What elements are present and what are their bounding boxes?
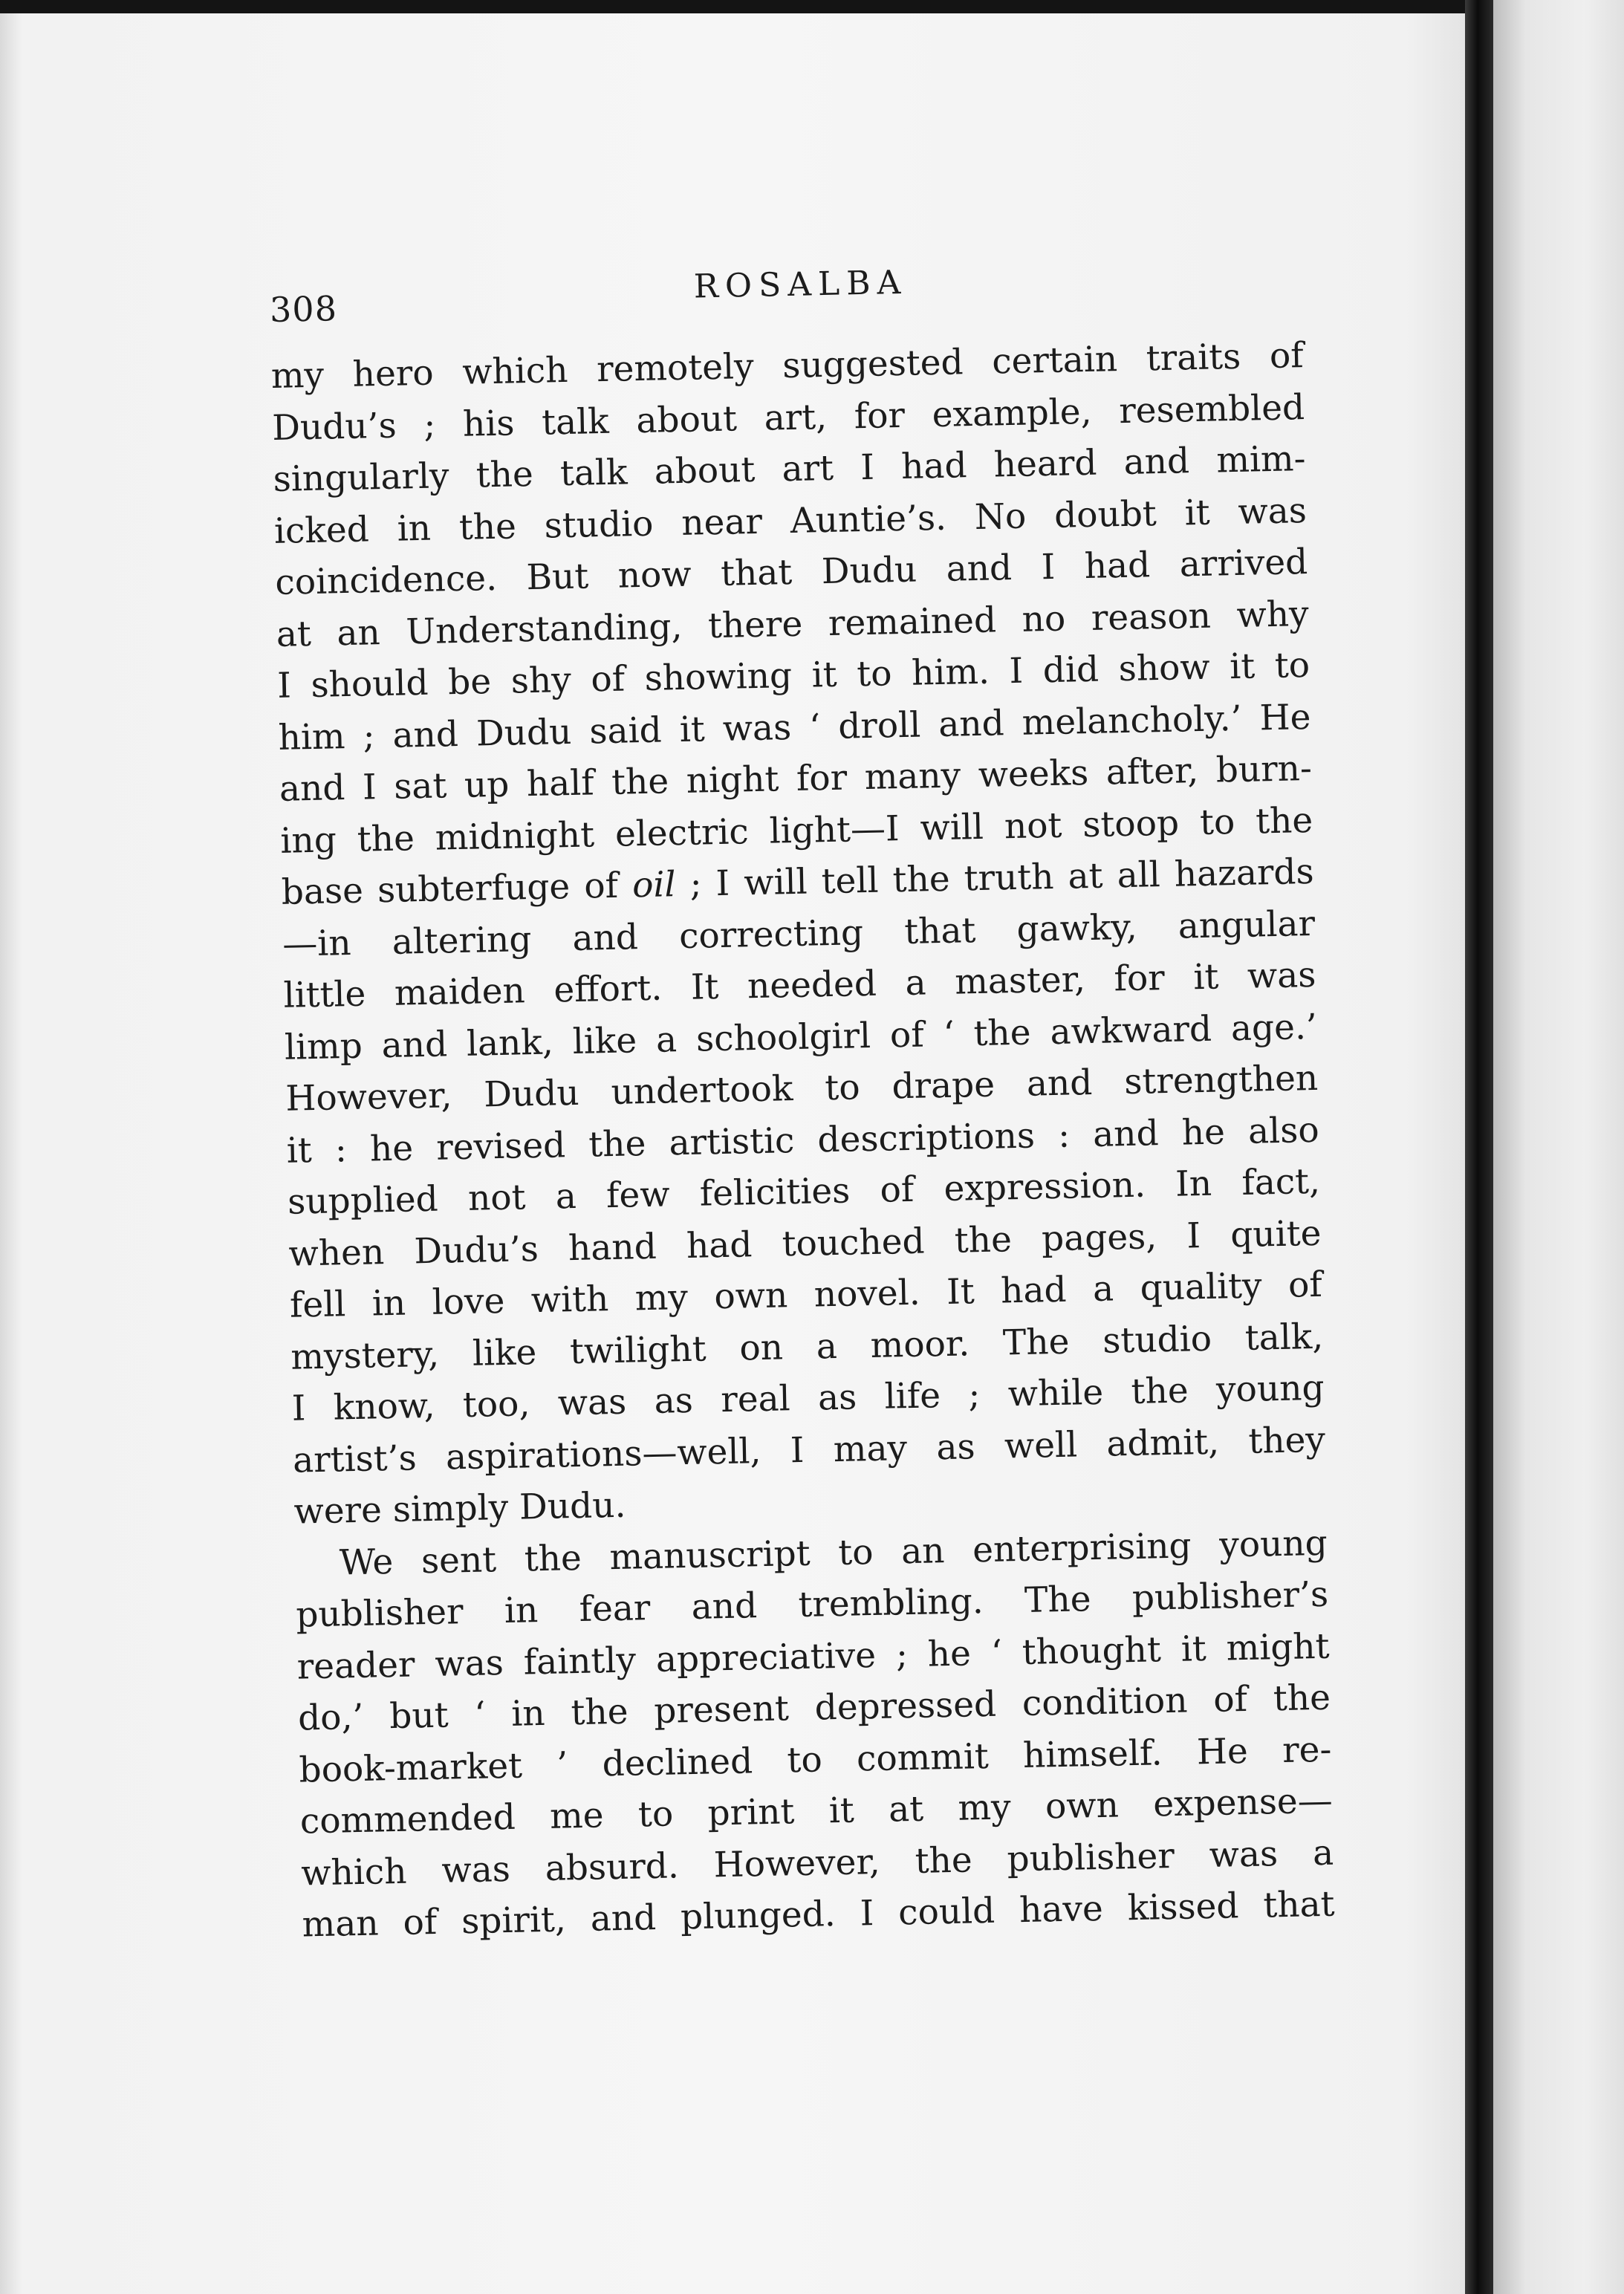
page-number: 308 <box>269 288 338 330</box>
text-line-end: ; I will tell the truth at all hazards <box>675 851 1315 906</box>
page-text-block <box>269 248 1335 1951</box>
text-line: icked in the studio near Auntie’s. No doubt it was <box>273 490 1308 552</box>
text-line: supplied not a few felicities of expression. In fact, <box>287 1160 1321 1223</box>
text-line: I should be shy of showing it to him. I did show it to <box>276 644 1310 706</box>
text-line: I know, too, was as real as life ; while the young <box>291 1367 1325 1429</box>
text-line: book-market ’ declined to commit himself. He re- <box>299 1729 1332 1791</box>
text-line: when Dudu’s hand had touched the pages, I quite <box>288 1212 1322 1275</box>
text-line: ing the midnight electric light—I will not stoop to the <box>279 799 1313 862</box>
text-line: However, Dudu undertook to drape and strengthen <box>285 1057 1319 1120</box>
text-line: which was absurd. However, the publisher was a <box>300 1832 1334 1894</box>
text-line: mystery, like twilight on a moor. The studio talk, <box>290 1316 1324 1378</box>
text-line: and I sat up half the night for many weeks after, burn- <box>279 747 1313 810</box>
text-line: Dudu’s ; his talk about art, for example, resembled <box>271 386 1305 449</box>
text-line: singularly the talk about art I had heard and mim- <box>273 438 1306 500</box>
text-line: my hero which remotely suggested certain traits of <box>270 335 1305 397</box>
running-title: ROSALBA <box>693 263 908 306</box>
text-line: him ; and Dudu said it was ‘ droll and melancholy.’ He <box>278 696 1311 758</box>
text-line: reader was faintly appreciative ; he ‘ thought it might <box>296 1625 1331 1688</box>
text-line: at an Understanding, there remained no reason why <box>276 593 1310 655</box>
text-line: were simply Dudu. <box>293 1484 626 1533</box>
text-line: —in altering and correcting that gawky, angular <box>282 903 1316 965</box>
paragraph-2 <box>294 1517 1335 1951</box>
paragraph-1 <box>270 330 1327 1538</box>
facing-page-edge <box>1493 0 1624 2294</box>
text-line: do,’ but ‘ in the present depressed condition of the <box>297 1677 1331 1739</box>
book-spine-gutter <box>1465 0 1493 2294</box>
text-line: artist’s aspirations—well, I may as well admit, they <box>292 1419 1326 1481</box>
text-line: fell in love with my own novel. It had a quality of <box>289 1264 1323 1326</box>
text-line: publisher in fear and trembling. The publisher’s <box>295 1573 1329 1636</box>
text-line: We sent the manuscript to an enterprising young <box>339 1522 1328 1583</box>
italic-word: oil <box>631 864 677 906</box>
text-line: it : he revised the artistic descriptions : and he also <box>286 1109 1320 1172</box>
text-line: limp and lank, like a schoolgirl of ‘ the awkward age.’ <box>284 1006 1318 1068</box>
text-line: coincidence. But now that Dudu and I had arrived <box>274 542 1308 603</box>
text-line-start: base subterfuge of <box>281 865 619 913</box>
text-line: commended me to print it at my own expense— <box>299 1780 1334 1842</box>
text-line: little maiden effort. It needed a master, for it was <box>283 954 1316 1016</box>
text-line: man of spirit, and plunged. I could have kissed that <box>302 1883 1336 1946</box>
